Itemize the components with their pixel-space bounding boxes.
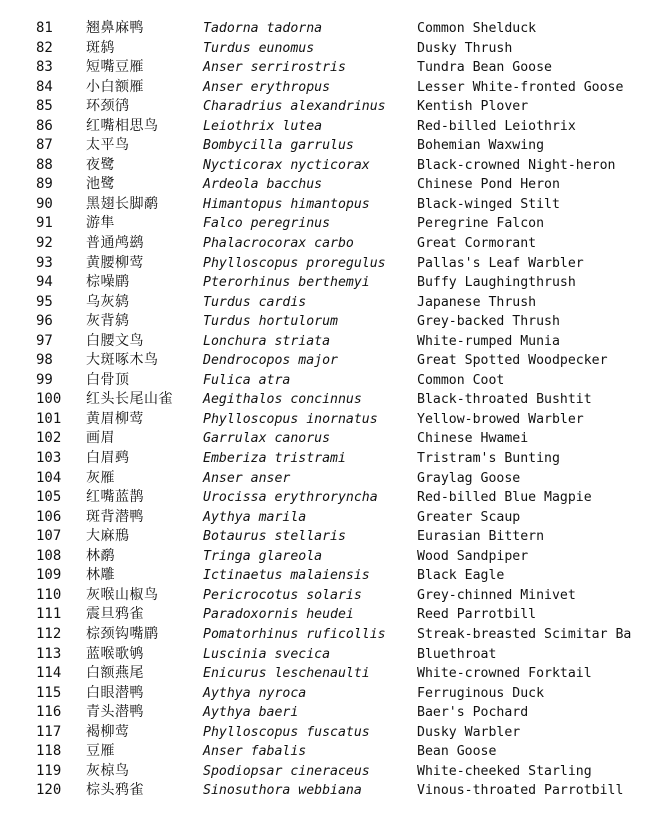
english-name: Grey-chinned Minivet bbox=[417, 587, 576, 603]
table-row bbox=[0, 156, 671, 176]
table-row bbox=[0, 39, 671, 59]
english-name: Bean Goose bbox=[417, 744, 497, 760]
scientific-name: Phylloscopus inornatus bbox=[203, 411, 378, 427]
species-table bbox=[0, 19, 671, 801]
row-number: 87 bbox=[36, 137, 53, 154]
table-row bbox=[0, 449, 671, 469]
row-number: 107 bbox=[36, 528, 62, 545]
row-number: 86 bbox=[36, 117, 53, 134]
scientific-name: Tringa glareola bbox=[203, 548, 323, 564]
scientific-name: Aythya nyroca bbox=[203, 685, 307, 701]
chinese-name: 黑翅长脚鹬 bbox=[86, 195, 159, 212]
row-number: 81 bbox=[36, 20, 53, 36]
scientific-name: Turdus hortulorum bbox=[203, 314, 338, 330]
row-number: 84 bbox=[36, 78, 53, 95]
english-name: Baer's Pochard bbox=[417, 705, 529, 721]
table-row bbox=[0, 488, 671, 508]
row-number: 112 bbox=[36, 625, 62, 642]
table-row bbox=[0, 293, 671, 313]
english-name: Peregrine Falcon bbox=[417, 216, 545, 232]
chinese-name: 红嘴蓝鹊 bbox=[86, 489, 144, 506]
english-name: Pallas's Leaf Warbler bbox=[417, 255, 584, 271]
row-number: 93 bbox=[36, 254, 53, 271]
english-name: Ferruginous Duck bbox=[417, 685, 545, 701]
chinese-name: 灰背鸫 bbox=[86, 313, 130, 330]
scientific-name: Aythya baeri bbox=[203, 705, 299, 721]
scientific-name: Spodiopsar cineraceus bbox=[203, 763, 370, 779]
chinese-name: 白骨顶 bbox=[86, 371, 130, 388]
english-name: Red-billed Leiothrix bbox=[417, 118, 576, 134]
chinese-name: 乌灰鸫 bbox=[86, 293, 130, 310]
english-name: Red-billed Blue Magpie bbox=[417, 490, 592, 506]
chinese-name: 蓝喉歌鸲 bbox=[86, 645, 144, 662]
english-name: Tristram's Bunting bbox=[417, 451, 560, 467]
table-row bbox=[0, 703, 671, 723]
row-number: 116 bbox=[36, 704, 62, 721]
scientific-name: Dendrocopos major bbox=[203, 353, 338, 369]
english-name: Bluethroat bbox=[417, 646, 497, 662]
scientific-name: Anser serrirostris bbox=[203, 60, 346, 76]
row-number: 105 bbox=[36, 489, 62, 506]
table-row bbox=[0, 410, 671, 430]
table-row bbox=[0, 371, 671, 391]
row-number: 118 bbox=[36, 743, 62, 760]
row-number: 103 bbox=[36, 450, 62, 467]
chinese-name: 白眉鹀 bbox=[86, 450, 130, 467]
row-number: 114 bbox=[36, 665, 62, 682]
row-number: 95 bbox=[36, 293, 53, 310]
table-row bbox=[0, 234, 671, 254]
row-number: 90 bbox=[36, 195, 53, 212]
scientific-name: Paradoxornis heudei bbox=[203, 607, 354, 623]
chinese-name: 夜鹭 bbox=[86, 156, 115, 173]
row-number: 113 bbox=[36, 645, 62, 662]
scientific-name: Aythya marila bbox=[203, 509, 307, 525]
row-number: 96 bbox=[36, 313, 53, 330]
row-number: 111 bbox=[36, 606, 62, 623]
english-name: Tundra Bean Goose bbox=[417, 60, 552, 76]
row-number: 100 bbox=[36, 391, 62, 408]
chinese-name: 白腰文鸟 bbox=[86, 332, 144, 349]
row-number: 92 bbox=[36, 235, 53, 252]
chinese-name: 震旦鸦雀 bbox=[86, 606, 144, 623]
table-row bbox=[0, 586, 671, 606]
row-number: 119 bbox=[36, 762, 62, 779]
english-name: Great Cormorant bbox=[417, 236, 537, 252]
scientific-name: Phalacrocorax carbo bbox=[203, 236, 354, 252]
english-name: Japanese Thrush bbox=[417, 294, 537, 310]
scientific-name: Tadorna tadorna bbox=[203, 21, 323, 36]
row-number: 85 bbox=[36, 98, 53, 115]
table-row bbox=[0, 254, 671, 274]
scientific-name: Ardeola bacchus bbox=[203, 177, 323, 193]
chinese-name: 林鹬 bbox=[86, 547, 115, 564]
english-name: White-crowned Forktail bbox=[417, 666, 592, 682]
scientific-name: Phylloscopus proregulus bbox=[203, 255, 386, 271]
english-name: Greater Scaup bbox=[417, 509, 521, 525]
scientific-name: Himantopus himantopus bbox=[203, 196, 370, 212]
chinese-name: 黄眉柳莺 bbox=[86, 410, 144, 427]
english-name: Dusky Thrush bbox=[417, 40, 513, 56]
row-number: 83 bbox=[36, 59, 53, 76]
scientific-name: Enicurus leschenaulti bbox=[203, 666, 370, 682]
table-row bbox=[0, 351, 671, 371]
row-number: 117 bbox=[36, 723, 62, 740]
english-name: Black-crowned Night-heron bbox=[417, 157, 616, 173]
row-number: 94 bbox=[36, 274, 53, 291]
row-number: 115 bbox=[36, 684, 62, 701]
chinese-name: 褐柳莺 bbox=[86, 723, 130, 740]
row-number: 89 bbox=[36, 176, 53, 193]
chinese-name: 普通鸬鹚 bbox=[86, 235, 144, 252]
chinese-name: 游隼 bbox=[86, 215, 115, 232]
english-name: Buffy Laughingthrush bbox=[417, 275, 576, 291]
chinese-name: 画眉 bbox=[86, 430, 115, 447]
english-name: Wood Sandpiper bbox=[417, 548, 529, 564]
english-name: Great Spotted Woodpecker bbox=[417, 353, 608, 369]
scientific-name: Garrulax canorus bbox=[203, 431, 331, 447]
table-row bbox=[0, 508, 671, 528]
chinese-name: 红嘴相思鸟 bbox=[86, 117, 159, 134]
scientific-name: Phylloscopus fuscatus bbox=[203, 724, 370, 740]
english-name: Graylag Goose bbox=[417, 470, 521, 486]
row-number: 104 bbox=[36, 469, 62, 486]
chinese-name: 池鹭 bbox=[86, 176, 115, 193]
table-row bbox=[0, 605, 671, 625]
scientific-name: Urocissa erythroryncha bbox=[203, 490, 378, 506]
chinese-name: 白额燕尾 bbox=[86, 665, 144, 682]
english-name: Eurasian Bittern bbox=[417, 529, 545, 545]
scientific-name: Botaurus stellaris bbox=[203, 529, 346, 545]
table-row bbox=[0, 527, 671, 547]
english-name: White-rumped Munia bbox=[417, 333, 560, 349]
scientific-name: Turdus cardis bbox=[203, 294, 307, 310]
row-number: 99 bbox=[36, 371, 53, 388]
table-row bbox=[0, 78, 671, 98]
table-row bbox=[0, 58, 671, 78]
chinese-name: 斑鸫 bbox=[86, 39, 115, 56]
table-row bbox=[0, 136, 671, 156]
chinese-name: 环颈鸻 bbox=[86, 98, 130, 115]
english-name: Common Coot bbox=[417, 372, 505, 388]
chinese-name: 太平鸟 bbox=[86, 137, 130, 154]
chinese-name: 小白额雁 bbox=[86, 78, 144, 95]
row-number: 97 bbox=[36, 332, 53, 349]
english-name: Lesser White-fronted Goose bbox=[417, 79, 624, 95]
table-row bbox=[0, 19, 671, 39]
chinese-name: 短嘴豆雁 bbox=[86, 59, 144, 76]
scientific-name: Anser fabalis bbox=[203, 744, 307, 760]
table-row bbox=[0, 312, 671, 332]
chinese-name: 青头潜鸭 bbox=[86, 704, 144, 721]
chinese-name: 棕头鸦雀 bbox=[86, 782, 144, 799]
scientific-name: Pericrocotus solaris bbox=[203, 587, 362, 603]
english-name: Black Eagle bbox=[417, 568, 505, 584]
chinese-name: 翘鼻麻鸭 bbox=[86, 20, 144, 36]
scientific-name: Charadrius alexandrinus bbox=[203, 99, 386, 115]
row-number: 108 bbox=[36, 547, 62, 564]
chinese-name: 灰雁 bbox=[86, 469, 115, 486]
english-name: Common Shelduck bbox=[417, 21, 537, 36]
table-row bbox=[0, 429, 671, 449]
chinese-name: 林雕 bbox=[86, 567, 115, 584]
chinese-name: 灰喉山椒鸟 bbox=[86, 586, 159, 603]
scientific-name: Pterorhinus berthemyi bbox=[203, 275, 370, 291]
chinese-name: 大麻鳽 bbox=[86, 528, 130, 545]
row-number: 88 bbox=[36, 156, 53, 173]
chinese-name: 棕颈钩嘴鹛 bbox=[86, 625, 159, 642]
table-row bbox=[0, 625, 671, 645]
english-name: Reed Parrotbill bbox=[417, 607, 537, 623]
table-row bbox=[0, 390, 671, 410]
chinese-name: 红头长尾山雀 bbox=[86, 391, 173, 408]
scientific-name: Falco peregrinus bbox=[203, 216, 331, 232]
scientific-name: Leiothrix lutea bbox=[203, 118, 323, 134]
scientific-name: Sinosuthora webbiana bbox=[203, 783, 362, 799]
row-number: 98 bbox=[36, 352, 53, 369]
row-number: 106 bbox=[36, 508, 62, 525]
table-row bbox=[0, 332, 671, 352]
table-row bbox=[0, 469, 671, 489]
table-row bbox=[0, 781, 671, 801]
scientific-name: Ictinaetus malaiensis bbox=[203, 568, 370, 584]
scientific-name: Pomatorhinus ruficollis bbox=[203, 626, 386, 642]
table-row bbox=[0, 684, 671, 704]
scientific-name: Lonchura striata bbox=[203, 333, 331, 349]
table-row bbox=[0, 214, 671, 234]
chinese-name: 黄腰柳莺 bbox=[86, 254, 144, 271]
english-name: Black-winged Stilt bbox=[417, 196, 560, 212]
table-row bbox=[0, 273, 671, 293]
row-number: 82 bbox=[36, 39, 53, 56]
row-number: 102 bbox=[36, 430, 62, 447]
scientific-name: Nycticorax nycticorax bbox=[203, 157, 370, 173]
chinese-name: 斑背潜鸭 bbox=[86, 508, 144, 525]
table-row bbox=[0, 742, 671, 762]
english-name: Chinese Hwamei bbox=[417, 431, 529, 447]
english-name: Grey-backed Thrush bbox=[417, 314, 560, 330]
row-number: 110 bbox=[36, 586, 62, 603]
chinese-name: 白眼潜鸭 bbox=[86, 684, 144, 701]
english-name: Chinese Pond Heron bbox=[417, 177, 560, 193]
scientific-name: Fulica atra bbox=[203, 372, 291, 388]
scientific-name: Anser anser bbox=[203, 470, 291, 486]
table-row bbox=[0, 664, 671, 684]
scientific-name: Luscinia svecica bbox=[203, 646, 331, 662]
row-number: 91 bbox=[36, 215, 53, 232]
chinese-name: 棕噪鹛 bbox=[86, 274, 130, 291]
english-name: Dusky Warbler bbox=[417, 724, 521, 740]
english-name: Bohemian Waxwing bbox=[417, 138, 545, 154]
english-name: Streak-breasted Scimitar Ba bbox=[417, 626, 632, 642]
scientific-name: Emberiza tristrami bbox=[203, 451, 346, 467]
chinese-name: 豆雁 bbox=[86, 743, 115, 760]
scientific-name: Bombycilla garrulus bbox=[203, 138, 354, 154]
table-row bbox=[0, 117, 671, 137]
scientific-name: Aegithalos concinnus bbox=[203, 392, 362, 408]
table-row bbox=[0, 97, 671, 117]
table-row bbox=[0, 762, 671, 782]
scientific-name: Turdus eunomus bbox=[203, 40, 315, 56]
row-number: 101 bbox=[36, 410, 62, 427]
table-row bbox=[0, 175, 671, 195]
chinese-name: 大斑啄木鸟 bbox=[86, 352, 159, 369]
table-row bbox=[0, 566, 671, 586]
table-row bbox=[0, 195, 671, 215]
row-number: 109 bbox=[36, 567, 62, 584]
english-name: White-cheeked Starling bbox=[417, 763, 592, 779]
table-row bbox=[0, 723, 671, 743]
row-number: 120 bbox=[36, 782, 62, 799]
chinese-name: 灰椋鸟 bbox=[86, 762, 130, 779]
scientific-name: Anser erythropus bbox=[203, 79, 331, 95]
english-name: Yellow-browed Warbler bbox=[417, 411, 584, 427]
table-row bbox=[0, 547, 671, 567]
english-name: Black-throated Bushtit bbox=[417, 392, 592, 408]
english-name: Vinous-throated Parrotbill bbox=[417, 783, 624, 799]
table-row bbox=[0, 645, 671, 665]
english-name: Kentish Plover bbox=[417, 99, 529, 115]
